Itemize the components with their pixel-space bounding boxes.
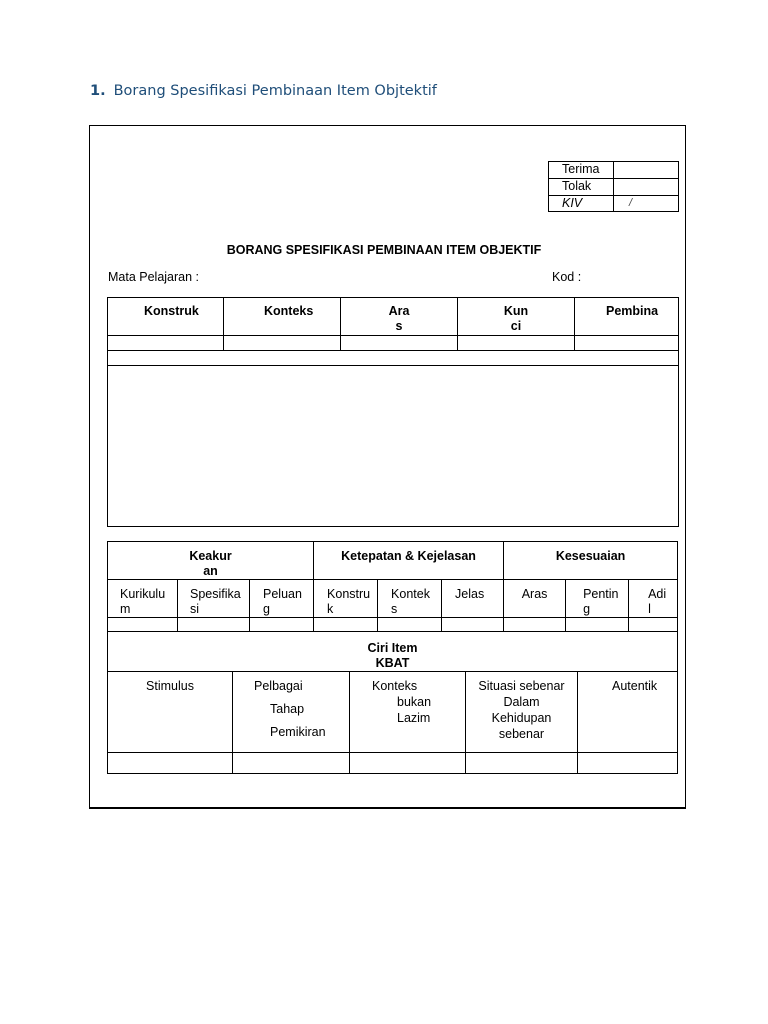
ciri-item-line1: Ciri Item [367,641,418,655]
kiv-cell[interactable]: / [614,196,679,212]
konstruk-sub-line2: k [327,602,334,616]
konstruk-sub-line1: Konstru [327,587,371,601]
aras-sub-header: Aras [504,580,566,618]
spesifikasi-cell[interactable] [178,618,250,632]
ciri-item-header [108,632,678,672]
tolak-label: Tolak [549,179,614,196]
penting-line1: Pentin [583,587,619,601]
kurikulum-header [108,580,178,618]
kesesuaian-header: Kesesuaian [504,542,678,580]
peluang-header [250,580,314,618]
aras-header-line2: s [395,319,403,333]
kurikulum-line2: m [120,602,131,616]
situasi-line4: sebenar [498,727,545,741]
kunci-header [458,298,575,336]
konstruk-sub-header [314,580,378,618]
keakuran-line2: an [203,564,218,578]
penting-cell[interactable] [566,618,629,632]
evaluation-table [107,541,678,632]
pelbagai-line2: Tahap [270,702,305,716]
peluang-line1: Peluan [263,587,302,601]
adil-header [629,580,678,618]
mata-pelajaran-label: Mata Pelajaran : [108,270,200,284]
pelbagai-line3: Pemikiran [270,725,326,739]
konstruk-sub-cell[interactable] [314,618,378,632]
penting-line2: g [583,602,591,616]
item-spec-table [107,297,679,527]
pelbagai-line1: Pelbagai [254,679,303,693]
ketepatan-header: Ketepatan & Kejelasan [314,542,504,580]
situasi-cell[interactable] [466,753,578,774]
adil-line2: l [648,602,651,616]
konteks-sub-cell[interactable] [378,618,442,632]
kunci-cell[interactable] [458,336,575,351]
peluang-cell[interactable] [250,618,314,632]
pembina-header: Pembina [575,298,679,336]
blank-row[interactable] [108,351,679,366]
terima-label: Terima [549,162,614,179]
spesifikasi-header [178,580,250,618]
peluang-line2: g [263,602,270,616]
pelbagai-cell[interactable] [233,753,350,774]
konteks-bukan-line2: bukan [397,695,432,709]
situasi-line3: Kehidupan [491,711,552,725]
stimulus-header: Stimulus [108,672,233,753]
terima-cell[interactable] [614,162,679,179]
konteks-bukan-header [350,672,466,753]
konteks-bukan-line1: Konteks [372,679,418,693]
spesifikasi-line1: Spesifika [190,587,241,601]
aras-sub-cell[interactable] [504,618,566,632]
tolak-cell[interactable] [614,179,679,196]
kiv-label: KIV [549,196,614,212]
konteks-sub-line2: s [391,602,398,616]
konteks-cell[interactable] [224,336,341,351]
situasi-line2: Dalam [503,695,540,709]
konteks-header: Konteks [224,298,341,336]
item-content-area[interactable] [108,366,679,527]
adil-line1: Adi [648,587,667,601]
konstruk-cell[interactable] [108,336,224,351]
kunci-header-line1: Kun [503,304,529,318]
kunci-header-line2: ci [510,319,522,333]
pembina-cell[interactable] [575,336,679,351]
konteks-bukan-line3: Lazim [397,711,431,725]
konstruk-header: Konstruk [108,298,224,336]
keakuran-line1: Keakur [189,549,232,563]
penting-header [566,580,629,618]
autentik-header: Autentik [578,672,678,753]
keakuran-header [108,542,314,580]
kurikulum-line1: Kurikulu [120,587,166,601]
konteks-sub-header [378,580,442,618]
kod-label: Kod : [552,270,582,284]
section-title: Borang Spesifikasi Pembinaan Item Objtektif [113,83,437,99]
ciri-item-line2: KBAT [375,656,410,670]
kurikulum-cell[interactable] [108,618,178,632]
section-number: 1. [90,83,106,99]
stimulus-cell[interactable] [108,753,233,774]
status-box [548,161,679,212]
konteks-bukan-cell[interactable] [350,753,466,774]
adil-cell[interactable] [629,618,678,632]
spesifikasi-line2: si [190,602,200,616]
section-heading [90,83,437,99]
aras-header [341,298,458,336]
situasi-header [466,672,578,753]
jelas-header: Jelas [442,580,504,618]
aras-cell[interactable] [341,336,458,351]
autentik-cell[interactable] [578,753,678,774]
konteks-sub-line1: Kontek [391,587,430,601]
form-title: BORANG SPESIFIKASI PEMBINAAN ITEM OBJEKTIF [226,243,542,257]
situasi-line1: Situasi sebenar [478,679,565,693]
jelas-cell[interactable] [442,618,504,632]
aras-header-line1: Ara [388,304,410,318]
kbat-table [107,632,678,774]
pelbagai-header [233,672,350,753]
